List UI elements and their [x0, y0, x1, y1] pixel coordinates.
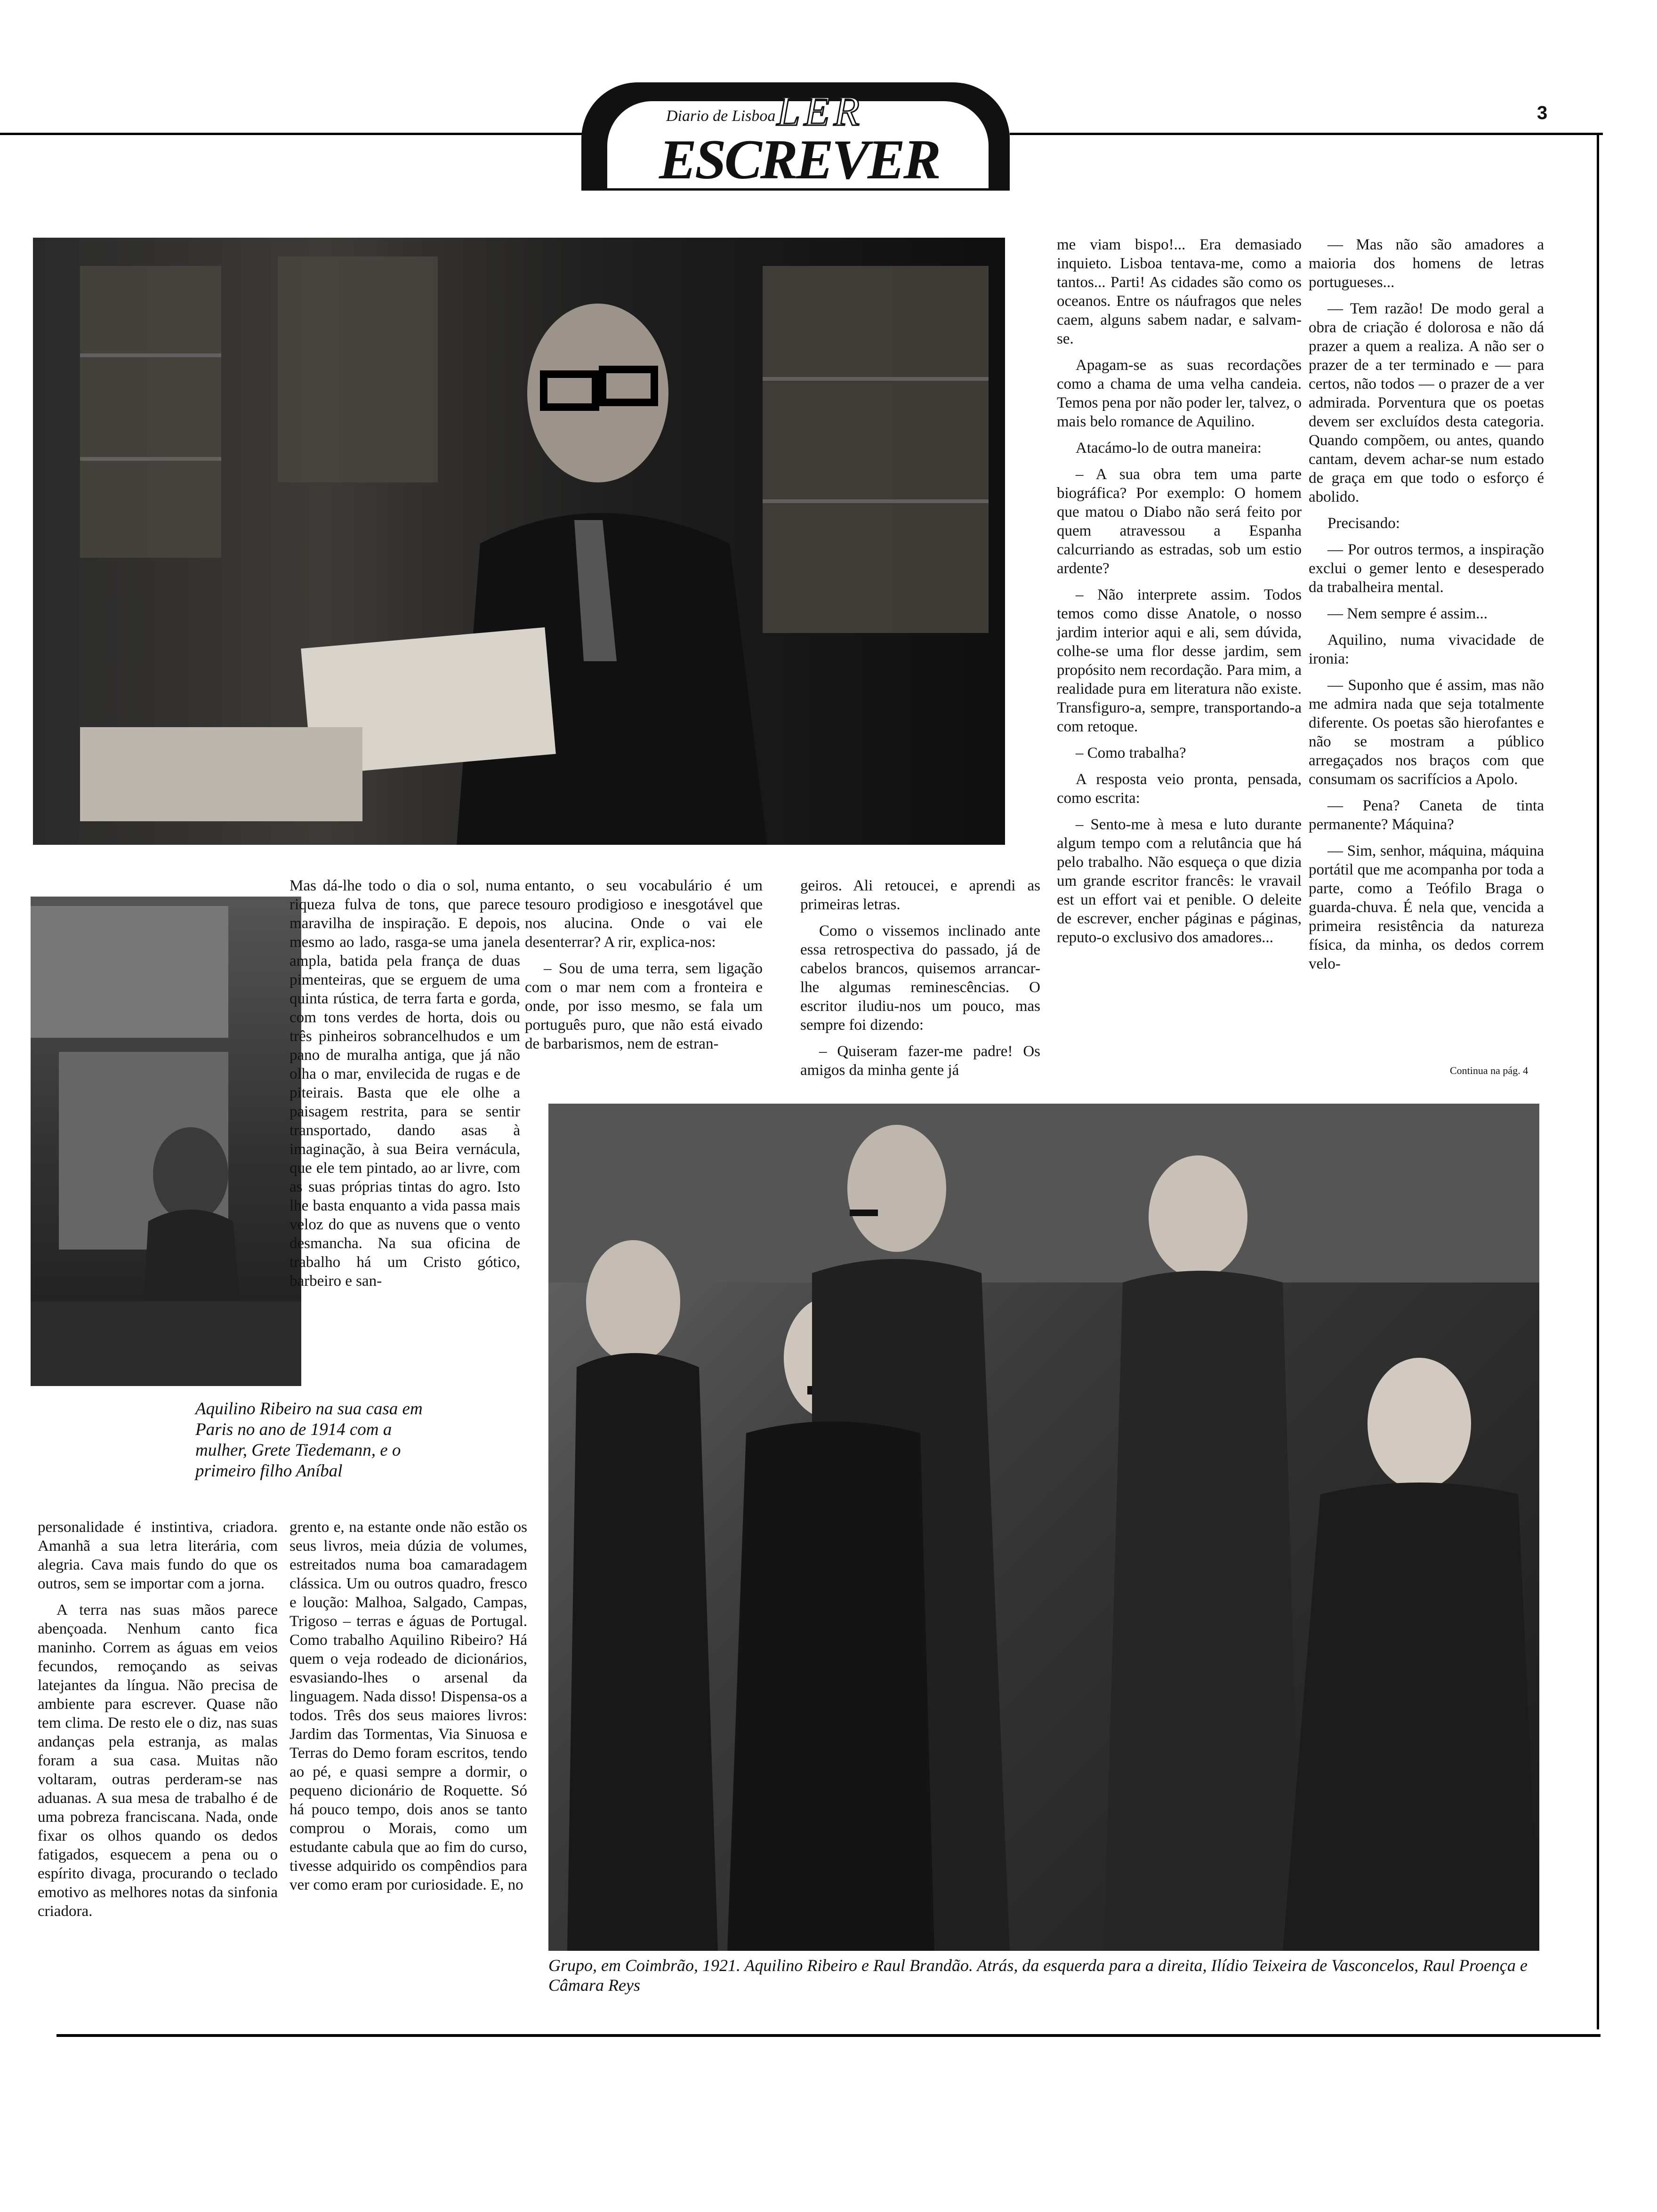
paragraph: A terra nas suas mãos parece abençoada. Nenhum canto fica maninho. Correm as águas em veios fecundos, remoçando as seivas latejantes da língua. Não precisa de ambiente para escrever. Quase não tem clima. De resto ele o diz, nas suas andanças pela estranja, as malas foram a sua casa. Muitas não voltaram, outras perderam-se nas aduanas. A sua mesa de trabalho é de uma pobreza franciscana. Nada, onde fixar os olhos quando os dedos fatigados, esquecem a pena ou o espírito divaga, procurando o teclado emotivo as melhores notas da sinfonia criadora.	[38, 1602, 278, 1920]
portrait-illustration	[33, 238, 1005, 845]
paragraph: Aquilino, numa vivacidade de ironia:	[1309, 632, 1544, 667]
paragraph: Apagam-se as suas recordações como a chama de uma velha candeia. Temos pena por não poder ler, talvez, o mais belo romance de Aquilino.	[1057, 357, 1302, 430]
paragraph: grento e, na estante onde não estão os seus livros, meia dúzia de volumes, estreitados numa boa camaradagem clássica. Um ou outros quadro, fresco e loução: Malhoa, Salgado, Campas, Trigoso – terras e águas de Portugal. Como trabalho Aquilino Ribeiro? Há quem o veja rodeado de dicionários, esvasiando-lhes o arsenal da linguagem. Nada disso! Dispensa-os a todos. Três dos seus maiores livros: Jardim das Tormentas, Via Sinuosa e Terras do Demo foram escritos, tendo ao pé, e quasi sempre a dormir, o pequeno dicionário de Roquette. Só há pouco tempo, dois anos se tanto comprou o Morais, como um estudante cabula que ao fim do curso, tivesse adquirido os compêndios para ver como eram por curiosidade. E, no	[290, 1519, 527, 1893]
paragraph: — Tem razão! De modo geral a obra de criação é dolorosa e não dá prazer a quem a realiza. A não ser o prazer de a ter terminado e — para certos, não todos — o prazer de a ver admirada. Porventura que os poetas devem ser excluídos desta categoria. Quando compõem, ou antes, quando cantam, devem achar-se num estado de graça em que todo o esforço é abolido.	[1309, 300, 1544, 505]
masthead-title: ESCREVER	[659, 128, 940, 191]
paragraph: geiros. Ali retoucei, e aprendi as primeiras letras.	[800, 877, 1040, 913]
publication-name: Diario de Lisboa	[666, 107, 776, 125]
article-column-mid-3	[800, 876, 1040, 1087]
paragraph: — Nem sempre é assim...	[1327, 605, 1488, 622]
paragraph: — Suponho que é assim, mas não me admira nada que seja totalmente diferente. Os poetas são hierofantes e não se mostram a público arregaçados nos braços com que consumam os sacrifícios a Apolo.	[1309, 677, 1544, 788]
bottom-rule	[56, 2034, 1601, 2037]
paragraph: me viam bispo!... Era demasiado inquieto. Lisboa tentava-me, como a tantos... Parti! As cidades são como os oceanos. Entre os náufragos que neles caem, alguns sabem nadar, e salvam-se.	[1057, 236, 1302, 347]
paragraph: — Sim, senhor, máquina, máquina portátil que me acompanha por toda a parte, como a Teófilo Braga o guarda-chuva. É nela que, vencida a primeira resistência da natureza física, da minha, os dedos correm velo-	[1309, 842, 1544, 972]
paragraph: – Não interprete assim. Todos temos como disse Anatole, o nosso jardim interior aqui e ali, sem dúvida, colhe-se uma flor desse jardim, sem propósito nem recordação. Para mim, a realidade pura em literatura não existe. Transfiguro-a, sempre, transportando-a com retoque.	[1057, 586, 1302, 735]
top-rule	[0, 133, 584, 135]
paragraph: Precisando:	[1327, 515, 1400, 532]
paragraph: A resposta veio pronta, pensada, como escrita:	[1057, 771, 1302, 807]
group-illustration	[548, 1104, 1539, 1951]
paragraph: personalidade é instintiva, criadora. Amanhã a sua letra literária, com alegria. Cava mais fundo do que os outros, sem se importar com a jorna.	[38, 1519, 278, 1592]
paris-caption: Aquilino Ribeiro na sua casa em Paris no ano de 1914 com a mulher, Grete Tiedemann, e o primeiro filho Aníbal	[195, 1399, 423, 1481]
article-column-low-1	[38, 1518, 278, 1928]
paragraph: – Sou de uma terra, sem ligação com o mar nem com a fronteira e onde, por isso mesmo, se fala um português puro, que não está eivado de barbarismos, nem de estran-	[525, 960, 763, 1052]
portrait-photo	[33, 238, 1005, 845]
article-column-top-2	[1309, 235, 1544, 981]
paragraph: — Por outros termos, a inspiração exclui o gemer lento e desesperado da trabalheira mental.	[1309, 541, 1544, 596]
article-column-mid-2	[525, 876, 763, 1061]
paragraph: entanto, o seu vocabulário é um tesouro prodigioso e inesgotável que nos alucina. Onde o vai ele desenterrar? A rir, explica-nos:	[525, 877, 763, 951]
right-border	[1597, 133, 1599, 2029]
paragraph: Atacámo-lo de outra maneira:	[1076, 440, 1262, 457]
paragraph: – Quiseram fazer-me padre! Os amigos da minha gente já	[800, 1043, 1040, 1079]
paris-illustration	[31, 897, 301, 1386]
group-photo	[548, 1104, 1539, 1951]
masthead-title-top: LER	[777, 88, 864, 135]
paragraph: Mas dá-lhe todo o dia o sol, numa riqueza fulva de tons, que parece maravilha de inspiração. E depois, mesmo ao lado, rasga-se uma janela ampla, batida pela frança de duas pimenteiras, que se erguem de uma quinta rústica, de terra farta e gorda, com tons verdes de horta, dois ou três pinheiros sobrancelhudos e um pano de muralha antiga, que já não olha o mar, envilecida de rugas e de piteirais. Basta que ele olhe a paisagem restrita, para se sentir transportado, dando asas à imaginação, à sua Beira vernácula, que ele tem pintado, ao ar livre, com as suas próprias tintas do agro. Isto lhe basta enquanto a vida passa mais veloz do que as nuvens que o vento desmancha. Na sua oficina de trabalho há um Cristo gótico, barbeiro e san-	[290, 877, 520, 1290]
group-caption: Grupo, em Coimbrão, 1921. Aquilino Ribeiro e Raul Brandão. Atrás, da esquerda para a direita, Ilídio Teixeira de Vasconcelos, Raul Proença e Câmara Reys	[548, 1956, 1528, 1995]
paragraph: — Mas não são amadores a maioria dos homens de letras portugueses...	[1309, 236, 1544, 291]
paris-photo	[31, 897, 301, 1386]
article-column-top-1	[1057, 235, 1302, 954]
continue-note: Continua na pág. 4	[1450, 1065, 1528, 1076]
paragraph: – A sua obra tem uma parte biográfica? Por exemplo: O homem que matou o Diabo não será feito por quem atravessou a Espanha calcurriando as estradas, sob um estio ardente?	[1057, 466, 1302, 577]
article-column-low-2	[290, 1518, 527, 1902]
top-rule-right	[1010, 133, 1603, 135]
article-column-mid-1	[290, 876, 520, 1298]
paragraph: — Pena? Caneta de tinta permanente? Máquina?	[1309, 797, 1544, 833]
page-number: 3	[1537, 103, 1548, 123]
paragraph: – Sento-me à mesa e luto durante algum tempo com a relutância que há pelo trabalho. Não esqueça o que dizia um grande escritor francês: le vravail est un effort vai et penible. O deleite de escrever, encher páginas e páginas, reputo-o exclusivo dos amadores...	[1057, 816, 1302, 946]
paragraph: – Como trabalha?	[1076, 745, 1186, 761]
paragraph: Como o vissemos inclinado ante essa retrospectiva do passado, já de cabelos brancos, quisemos arrancar-lhe algumas reminescências. O escritor iludiu-nos um pouco, mas sempre foi dizendo:	[800, 922, 1040, 1034]
